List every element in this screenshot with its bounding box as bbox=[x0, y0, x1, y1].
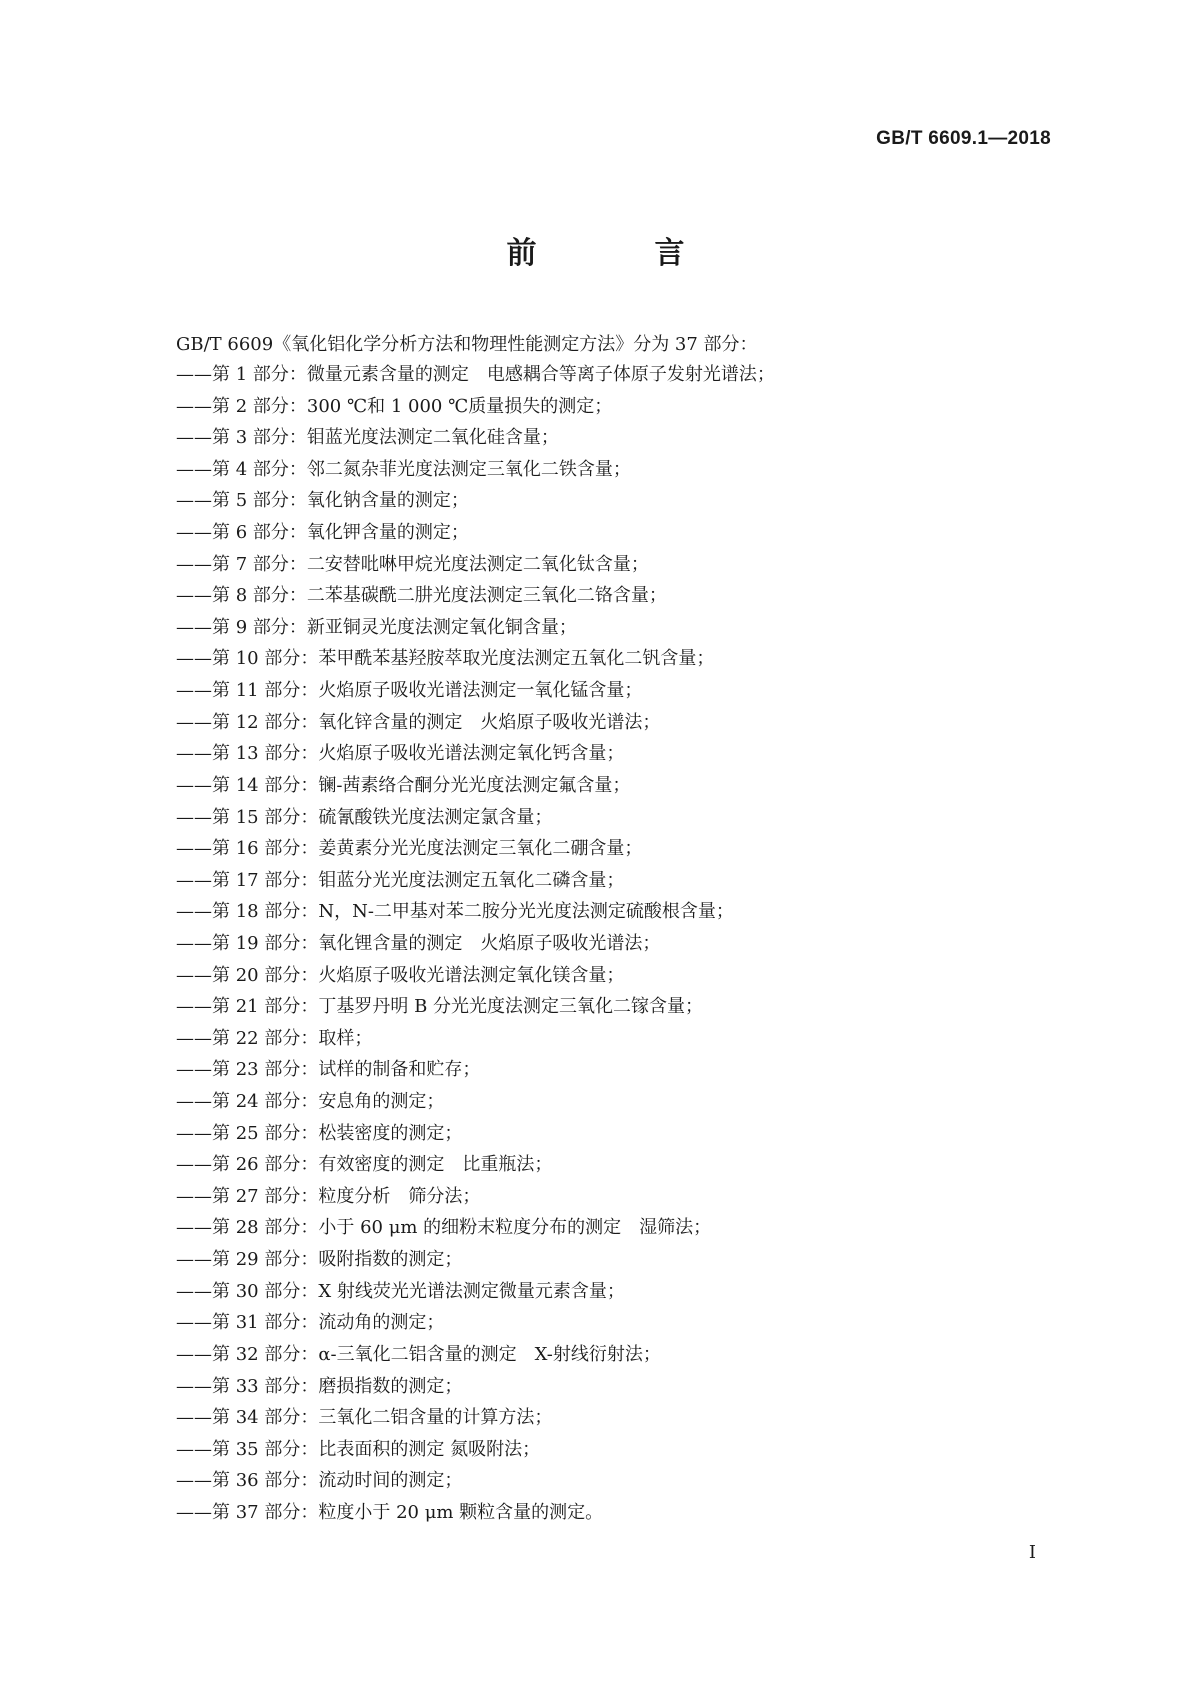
page-number: I bbox=[1028, 1542, 1036, 1563]
list-item: ——第 26 部分：有效密度的测定 比重瓶法； bbox=[176, 1154, 553, 1176]
list-item: ——第 3 部分：钼蓝光度法测定二氧化硅含量； bbox=[176, 427, 559, 449]
intro-paragraph: GB/T 6609《氧化铝化学分析方法和物理性能测定方法》分为 37 部分： bbox=[176, 334, 758, 355]
list-item: ——第 9 部分：新亚铜灵光度法测定氧化铜含量； bbox=[176, 616, 577, 638]
list-item: ——第 36 部分：流动时间的测定； bbox=[176, 1470, 463, 1492]
list-item: ——第 7 部分：二安替吡啉甲烷光度法测定二氧化钛含量； bbox=[176, 553, 649, 575]
list-item: ——第 10 部分：苯甲酰苯基羟胺萃取光度法测定五氧化二钒含量； bbox=[176, 648, 715, 670]
list-item: ——第 8 部分：二苯基碳酰二肼光度法测定三氧化二铬含量； bbox=[176, 585, 667, 607]
list-item: ——第 27 部分：粒度分析 筛分法； bbox=[176, 1185, 481, 1207]
list-item: ——第 35 部分：比表面积的测定 氮吸附法； bbox=[176, 1438, 541, 1460]
list-item: ——第 5 部分：氧化钠含量的测定； bbox=[176, 490, 469, 512]
list-item: ——第 18 部分：N，N-二甲基对苯二胺分光光度法测定硫酸根含量； bbox=[176, 901, 734, 923]
list-item: ——第 23 部分：试样的制备和贮存； bbox=[176, 1059, 481, 1081]
list-item: ——第 11 部分：火焰原子吸收光谱法测定一氧化锰含量； bbox=[176, 680, 643, 702]
list-item: ——第 12 部分：氧化锌含量的测定 火焰原子吸收光谱法； bbox=[176, 711, 661, 733]
list-item: ——第 31 部分：流动角的测定； bbox=[176, 1312, 445, 1334]
list-item: ——第 24 部分：安息角的测定； bbox=[176, 1091, 445, 1113]
list-item: ——第 13 部分：火焰原子吸收光谱法测定氧化钙含量； bbox=[176, 743, 625, 765]
list-item: ——第 37 部分：粒度小于 20 μm 颗粒含量的测定。 bbox=[176, 1501, 604, 1523]
list-item: ——第 19 部分：氧化锂含量的测定 火焰原子吸收光谱法； bbox=[176, 932, 661, 954]
list-item: ——第 2 部分：300 ℃和 1 000 ℃质量损失的测定； bbox=[176, 395, 613, 417]
list-item: ——第 17 部分：钼蓝分光光度法测定五氧化二磷含量； bbox=[176, 869, 625, 891]
list-item: ——第 16 部分：姜黄素分光光度法测定三氧化二硼含量； bbox=[176, 838, 643, 860]
list-item: ——第 1 部分：微量元素含量的测定 电感耦合等离子体原子发射光谱法； bbox=[176, 364, 775, 385]
list-item: ——第 22 部分：取样； bbox=[176, 1027, 373, 1049]
list-item: ——第 20 部分：火焰原子吸收光谱法测定氧化镁含量； bbox=[176, 964, 625, 986]
list-item: ——第 34 部分：三氧化二铝含量的计算方法； bbox=[176, 1407, 553, 1429]
list-item: ——第 32 部分：α-三氧化二铝含量的测定 X-射线衍射法； bbox=[176, 1343, 661, 1365]
list-item: ——第 29 部分：吸附指数的测定； bbox=[176, 1249, 463, 1271]
list-item: ——第 15 部分：硫氰酸铁光度法测定氯含量； bbox=[176, 806, 553, 828]
list-item: ——第 28 部分：小于 60 μm 的细粉末粒度分布的测定 湿筛法； bbox=[176, 1217, 712, 1239]
list-item: ——第 30 部分：X 射线荧光光谱法测定微量元素含量； bbox=[176, 1280, 625, 1302]
standard-number: GB/T 6609.1—2018 bbox=[876, 128, 1051, 149]
list-item: ——第 21 部分：丁基罗丹明 B 分光光度法测定三氧化二镓含量； bbox=[176, 996, 704, 1018]
list-item: ——第 33 部分：磨损指数的测定； bbox=[176, 1375, 463, 1397]
list-item: ——第 4 部分：邻二氮杂菲光度法测定三氧化二铁含量； bbox=[176, 458, 631, 480]
parts-list bbox=[176, 359, 775, 1529]
list-item: ——第 6 部分：氧化钾含量的测定； bbox=[176, 522, 469, 544]
list-item: ——第 14 部分：镧-茜素络合酮分光光度法测定氟含量； bbox=[176, 774, 631, 796]
list-item: ——第 25 部分：松装密度的测定； bbox=[176, 1122, 463, 1144]
page-title: 前 言 bbox=[506, 236, 729, 271]
